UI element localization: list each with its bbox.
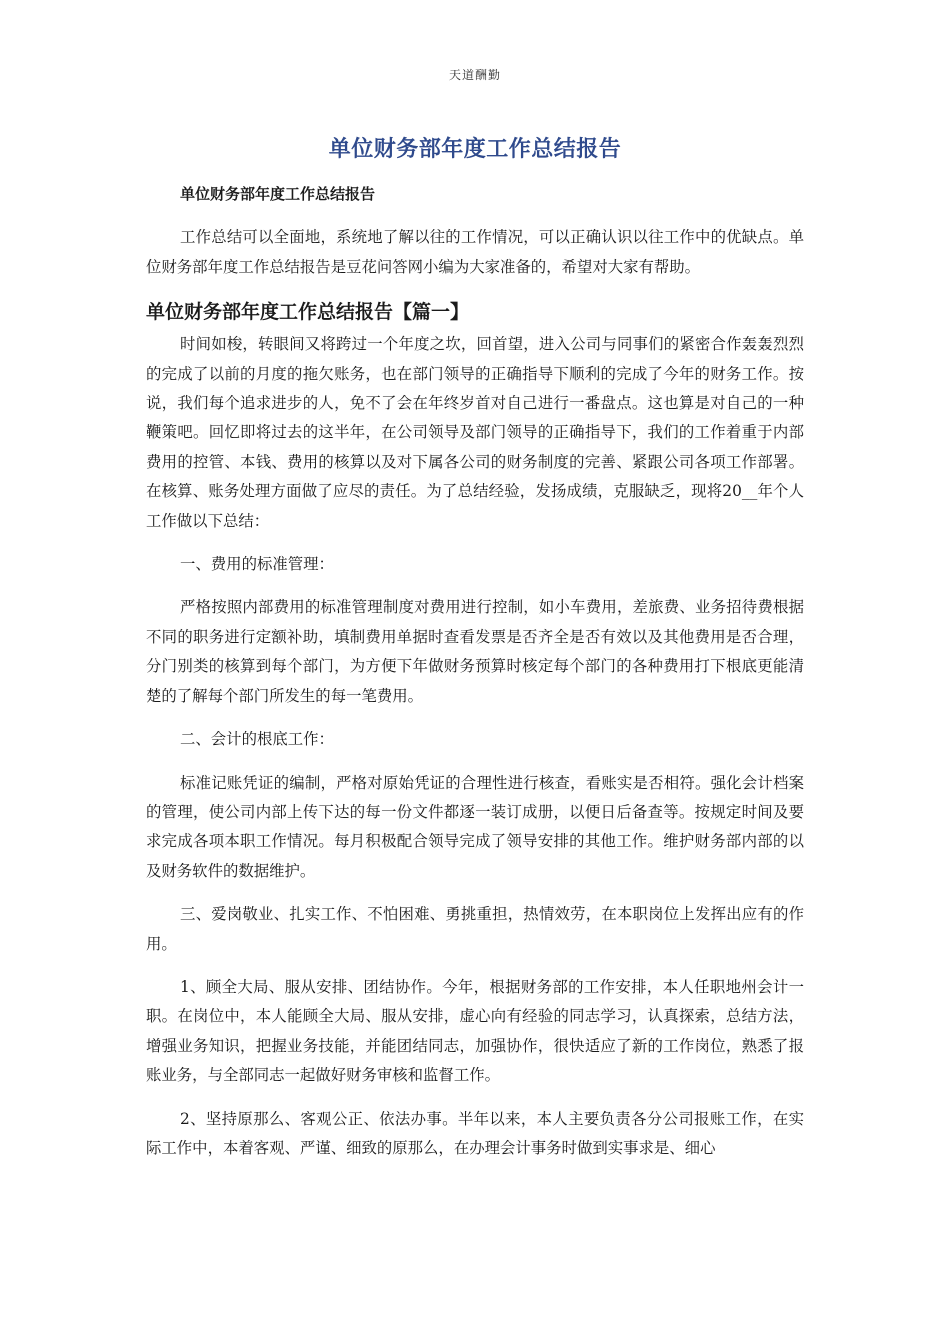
body-paragraph: 严格按照内部费用的标准管理制度对费用进行控制，如小车费用，差旅费、业务招待费根据不同的职务进行定额补助，填制费用单据时查看发票是否齐全是否有效以及其他费用是否合理，分门别类的核算到每个部门，为方便下年做财务预算时核定每个部门的各种费用打下根底更能清楚的了解每个部门所发生的每一笔费用。 <box>146 598 804 705</box>
document-title: 单位财务部年度工作总结报告 <box>328 137 622 162</box>
body-paragraph: 2、坚持原那么、客观公正、依法办事。半年以来，本人主要负责各分公司报账工作，在实际工作中，本着客观、严谨、细致的原那么，在办理会计事务时做到实事求是、细心 <box>146 1109 804 1157</box>
section-heading: 单位财务部年度工作总结报告【篇一】 <box>146 301 470 324</box>
document-body <box>146 180 804 1177</box>
body-paragraph: 时间如梭，转眼间又将跨过一个年度之坎，回首望，进入公司与同事们的紧密合作轰轰烈烈的完成了以前的月度的拖欠账务，也在部门领导的正确指导下顺利的完成了今年的财务工作。按说，我们每个追求进步的人，免不了会在年终岁首对自己进行一番盘点。这也算是对自己的一种鞭策吧。回忆即将过去的这半年，在公司领导及部门领导的正确指导下，我们的工作着重于内部费用的控管、本钱、费用的核算以及对下属各公司的财务制度的完善、紧跟公司各项工作部署。在核算、账务处理方面做了应尽的责任。为了总结经验，发扬成绩，克服缺乏，现将20__年个人工作做以下总结： <box>146 335 804 530</box>
list-heading-dedication: 三、爱岗敬业、扎实工作、不怕困难、勇挑重担，热情效劳，在本职岗位上发挥出应有的作用。 <box>146 905 804 953</box>
intro-paragraph: 工作总结可以全面地，系统地了解以往的工作情况，可以正确认识以往工作中的优缺点。单位财务部年度工作总结报告是豆花问答网小编为大家准备的，希望对大家有帮助。 <box>146 228 804 276</box>
page-header: 天道酬勤 <box>448 68 501 82</box>
list-heading-fees: 一、费用的标准管理： <box>180 555 334 574</box>
document-subtitle: 单位财务部年度工作总结报告 <box>180 185 376 203</box>
list-heading-accounting: 二、会计的根底工作： <box>180 730 334 749</box>
body-paragraph: 标准记账凭证的编制，严格对原始凭证的合理性进行核查，看账实是否相符。强化会计档案的管理，使公司内部上传下达的每一份文件都逐一装订成册，以便日后备查等。按规定时间及要求完成各项本职工作情况。每月积极配合领导完成了领导安排的其他工作。维护财务部内部的以及财务软件的数据维护。 <box>146 773 804 880</box>
body-paragraph: 1、顾全大局、服从安排、团结协作。今年，根据财务部的工作安排，本人任职地州会计一职。在岗位中，本人能顾全大局、服从安排，虚心向有经验的同志学习，认真探索，总结方法，增强业务知识，把握业务技能，并能团结同志，加强协作，很快适应了新的工作岗位，熟悉了报账业务，与全部同志一起做好财务审核和监督工作。 <box>146 977 804 1085</box>
